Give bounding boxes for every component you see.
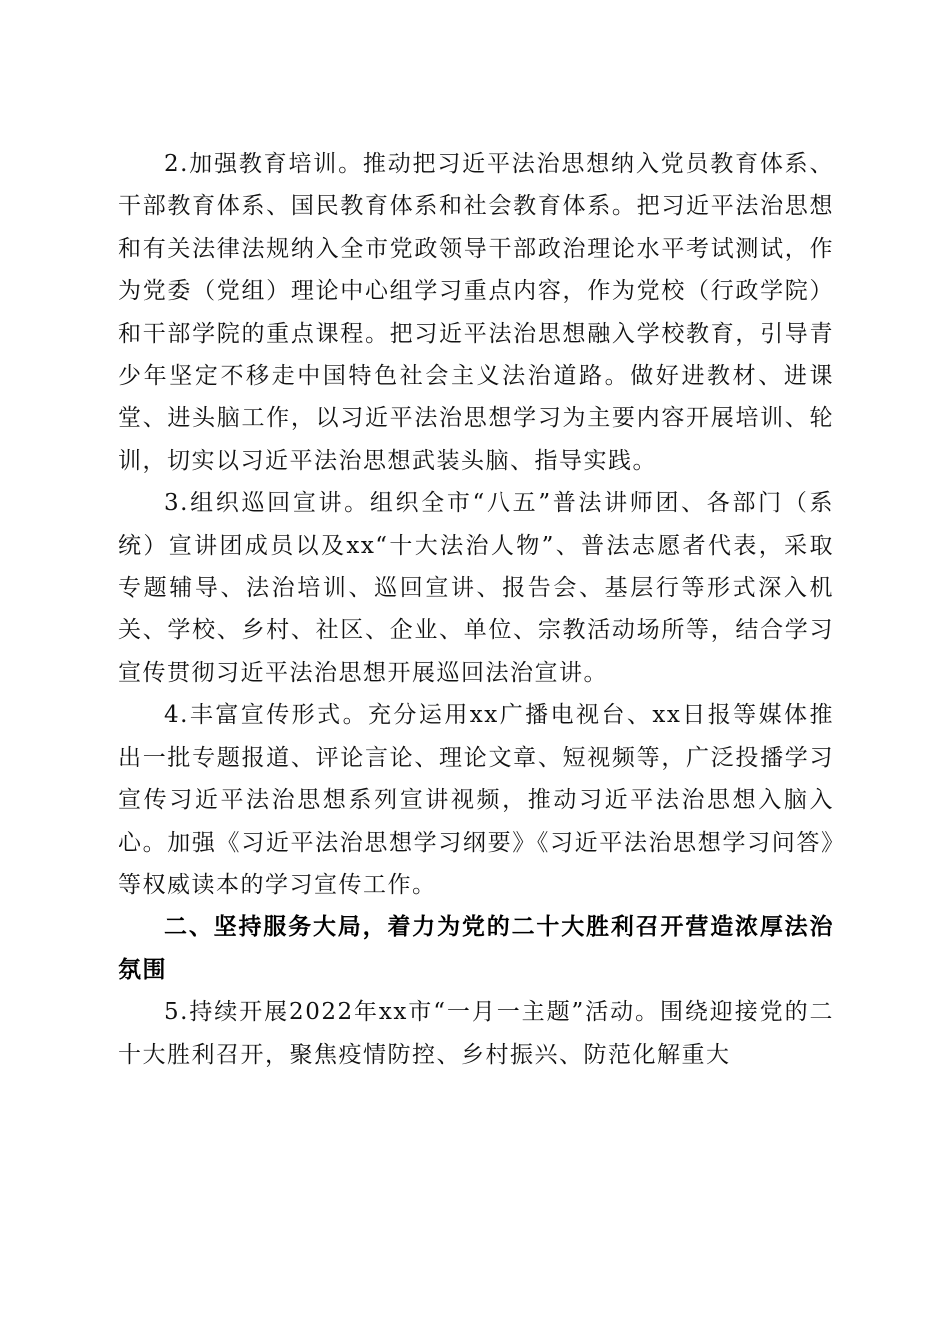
paragraph-touring-lectures: 3.组织巡回宣讲。组织全市“八五”普法讲师团、各部门（系统）宣讲团成员以及xx“十大法治人物”、普法志愿者代表，采取专题辅导、法治培训、巡回宣讲、报告会、基层行等形式深入机关、学校、乡村、社区、企业、单位、宗教活动场所等，结合学习宣传贯彻习近平法治思想开展巡回法治宣讲。 bbox=[118, 490, 834, 686]
paragraph-monthly-theme: 5.持续开展2022年xx市“一月一主题”活动。围绕迎接党的二十大胜利召开，聚焦疫情防控、乡村振兴、防范化解重大 bbox=[118, 999, 834, 1068]
section-heading: 二、坚持服务大局，着力为党的二十大胜利召开营造浓厚法治氛围 bbox=[118, 914, 834, 983]
paragraph-education-training: 2.加强教育培训。推动把习近平法治思想纳入党员教育体系、干部教育体系、国民教育体系和社会教育体系。把习近平法治思想和有关法律法规纳入全市党政领导干部政治理论水平考试测试，作为党委（党组）理论中心组学习重点内容，作为党校（行政学院）和干部学院的重点课程。把习近平法治思想融入学校教育，引导青少年坚定不移走中国特色社会主义法治道路。做好进教材、进课堂、进头脑工作，以习近平法治思想学习为主要内容开展培训、轮训，切实以习近平法治思想武装头脑、指导实践。 bbox=[118, 151, 834, 474]
document-body bbox=[118, 143, 834, 1076]
paragraph-publicity-forms: 4.丰富宣传形式。充分运用xx广播电视台、xx日报等媒体推出一批专题报道、评论言论、理论文章、短视频等，广泛投播学习宣传习近平法治思想系列宣讲视频，推动习近平法治思想入脑入心。加强《习近平法治思想学习纲要》《习近平法治思想学习问答》等权威读本的学习宣传工作。 bbox=[118, 702, 834, 898]
